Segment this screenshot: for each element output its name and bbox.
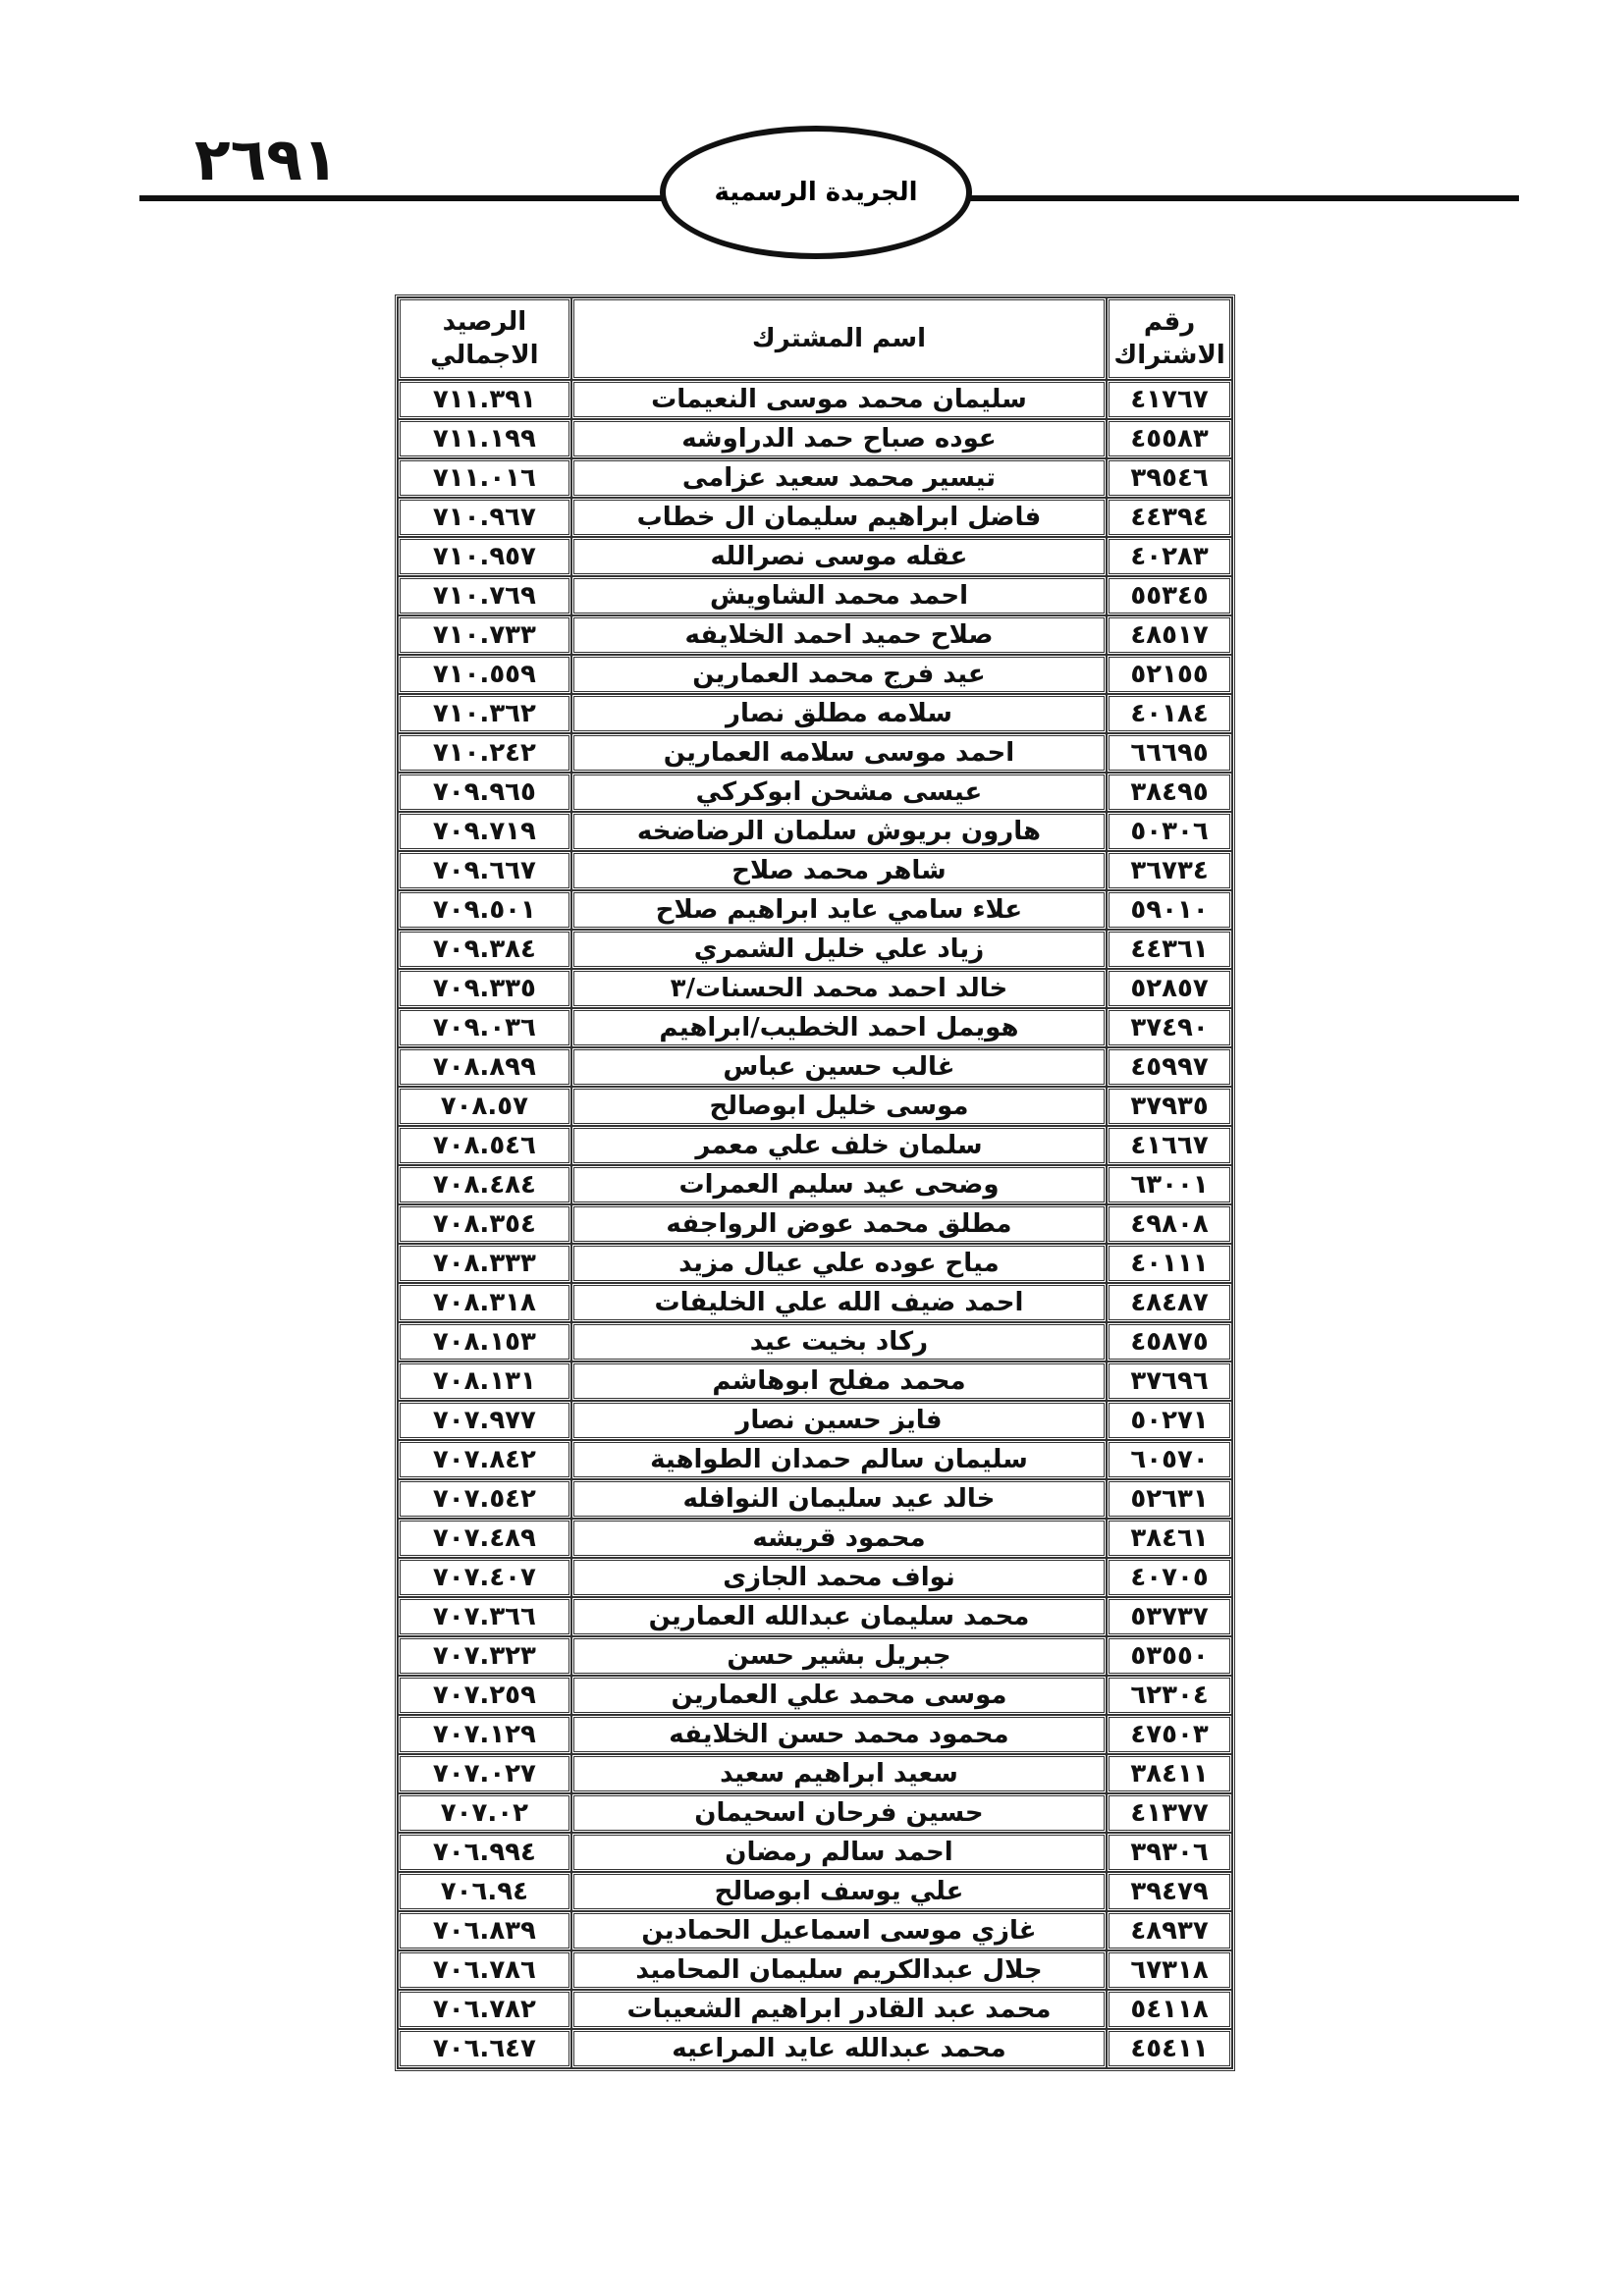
table-row bbox=[398, 1793, 1232, 1833]
publication-title: الجريدة الرسمية bbox=[714, 178, 918, 207]
table-row bbox=[398, 1204, 1232, 1244]
subscriber-id: ٣٨٤٩٥ bbox=[1107, 773, 1232, 812]
subscriber-name: مطلق محمد عوض الرواجفه bbox=[571, 1204, 1107, 1244]
table-row bbox=[398, 1283, 1232, 1322]
total-balance: ٧١٠.٧٣٣ bbox=[398, 615, 571, 655]
subscriber-name: تيسير محمد سعيد عزامى bbox=[571, 458, 1107, 498]
subscriber-name: محمد مفلح ابوهاشم bbox=[571, 1362, 1107, 1401]
subscriber-name: عوده صباح حمد الدراوشه bbox=[571, 419, 1107, 458]
subscriber-id: ٤٥٤١١ bbox=[1107, 2029, 1232, 2068]
subscriber-id: ٤٠٧٠٥ bbox=[1107, 1558, 1232, 1597]
subscriber-id: ٤٨٤٨٧ bbox=[1107, 1283, 1232, 1322]
subscriber-name: احمد محمد الشاويش bbox=[571, 576, 1107, 615]
subscriber-id: ٦٢٣٠٤ bbox=[1107, 1676, 1232, 1715]
total-balance: ٧٠٨.٣٣٣ bbox=[398, 1244, 571, 1283]
table-row bbox=[398, 1479, 1232, 1519]
table-row bbox=[398, 1636, 1232, 1676]
subscriber-id: ٥٤١١٨ bbox=[1107, 1990, 1232, 2029]
table-row bbox=[398, 1126, 1232, 1165]
table-row bbox=[398, 380, 1232, 419]
table-row bbox=[398, 1322, 1232, 1362]
subscriber-id: ٦٧٣١٨ bbox=[1107, 1950, 1232, 1990]
table-row bbox=[398, 1047, 1232, 1087]
table-row bbox=[398, 458, 1232, 498]
subscriber-id: ٥٠٣٠٦ bbox=[1107, 812, 1232, 851]
table-row bbox=[398, 1950, 1232, 1990]
table-row bbox=[398, 1008, 1232, 1047]
subscriber-id: ٣٧٤٩٠ bbox=[1107, 1008, 1232, 1047]
subscriber-name: زياد علي خليل الشمري bbox=[571, 930, 1107, 969]
subscriber-id: ٣٦٧٣٤ bbox=[1107, 851, 1232, 890]
table-row bbox=[398, 890, 1232, 930]
total-balance: ٧٠٧.٠٢ bbox=[398, 1793, 571, 1833]
subscriber-id: ٤٥٥٨٣ bbox=[1107, 419, 1232, 458]
total-balance: ٧٠٩.٣٨٤ bbox=[398, 930, 571, 969]
table-row bbox=[398, 576, 1232, 615]
total-balance: ٧٠٨.٣١٨ bbox=[398, 1283, 571, 1322]
subscriber-name: موسى خليل ابوصالح bbox=[571, 1087, 1107, 1126]
subscriber-id: ٤٨٩٣٧ bbox=[1107, 1911, 1232, 1950]
total-balance: ٧٠٧.٣٢٣ bbox=[398, 1636, 571, 1676]
column-header-id: رقم الاشتراك bbox=[1107, 297, 1232, 380]
total-balance: ٧٠٦.٩٩٤ bbox=[398, 1833, 571, 1872]
total-balance: ٧٠٨.٥٧ bbox=[398, 1087, 571, 1126]
total-balance: ٧١٠.٥٥٩ bbox=[398, 655, 571, 694]
subscriber-name: شاهر محمد صلاح bbox=[571, 851, 1107, 890]
subscriber-id: ٤٩٨٠٨ bbox=[1107, 1204, 1232, 1244]
total-balance: ٧٠٦.٨٣٩ bbox=[398, 1911, 571, 1950]
subscriber-id: ٥٢١٥٥ bbox=[1107, 655, 1232, 694]
total-balance: ٧٠٩.٥٠١ bbox=[398, 890, 571, 930]
subscribers-table bbox=[395, 294, 1235, 2071]
total-balance: ٧٠٨.٨٩٩ bbox=[398, 1047, 571, 1087]
table-row bbox=[398, 1676, 1232, 1715]
total-balance: ٧٠٧.٢٥٩ bbox=[398, 1676, 571, 1715]
table-row bbox=[398, 1440, 1232, 1479]
table-row bbox=[398, 1872, 1232, 1911]
subscriber-name: سليمان سالم حمدان الطواهية bbox=[571, 1440, 1107, 1479]
subscriber-name: موسى محمد علي العمارين bbox=[571, 1676, 1107, 1715]
page-number: ٢٦٩١ bbox=[194, 126, 339, 194]
subscriber-id: ٣٧٦٩٦ bbox=[1107, 1362, 1232, 1401]
publication-badge bbox=[660, 126, 972, 259]
subscriber-name: هارون بريوش سلمان الرضاضخه bbox=[571, 812, 1107, 851]
subscriber-name: احمد موسى سلامه العمارين bbox=[571, 733, 1107, 773]
total-balance: ٧٠٨.٥٤٦ bbox=[398, 1126, 571, 1165]
subscriber-id: ٥٢٨٥٧ bbox=[1107, 969, 1232, 1008]
total-balance: ٧٠٧.٠٢٧ bbox=[398, 1754, 571, 1793]
subscriber-id: ٤٥٨٧٥ bbox=[1107, 1322, 1232, 1362]
table-row bbox=[398, 537, 1232, 576]
total-balance: ٧٠٧.٨٤٢ bbox=[398, 1440, 571, 1479]
table-row bbox=[398, 812, 1232, 851]
subscriber-id: ٤١٦٦٧ bbox=[1107, 1126, 1232, 1165]
subscriber-name: صلاح حميد احمد الخلايفه bbox=[571, 615, 1107, 655]
table-row bbox=[398, 733, 1232, 773]
subscriber-id: ٤٤٣٩٤ bbox=[1107, 498, 1232, 537]
table-row bbox=[398, 1558, 1232, 1597]
table-row bbox=[398, 1911, 1232, 1950]
subscriber-name: فاضل ابراهيم سليمان ال خطاب bbox=[571, 498, 1107, 537]
subscriber-id: ٤٠٢٨٣ bbox=[1107, 537, 1232, 576]
total-balance: ٧٠٧.٤٨٩ bbox=[398, 1519, 571, 1558]
table-row bbox=[398, 969, 1232, 1008]
subscriber-id: ٣٧٩٣٥ bbox=[1107, 1087, 1232, 1126]
subscriber-name: جلال عبدالكريم سليمان المحاميد bbox=[571, 1950, 1107, 1990]
subscriber-name: محمود محمد حسن الخلايفه bbox=[571, 1715, 1107, 1754]
table-header-row bbox=[398, 297, 1232, 380]
column-header-name: اسم المشترك bbox=[571, 297, 1107, 380]
subscriber-name: سلمان خلف علي معمر bbox=[571, 1126, 1107, 1165]
subscriber-id: ٦٦٦٩٥ bbox=[1107, 733, 1232, 773]
subscriber-id: ٥٣٥٥٠ bbox=[1107, 1636, 1232, 1676]
subscriber-name: محمود قريشه bbox=[571, 1519, 1107, 1558]
subscriber-name: خالد عيد سليمان النوافله bbox=[571, 1479, 1107, 1519]
total-balance: ٧٠٧.٤٠٧ bbox=[398, 1558, 571, 1597]
table-row bbox=[398, 2029, 1232, 2068]
table-row bbox=[398, 1362, 1232, 1401]
subscriber-id: ٥٩٠١٠ bbox=[1107, 890, 1232, 930]
table-row bbox=[398, 1754, 1232, 1793]
subscriber-id: ٥٥٣٤٥ bbox=[1107, 576, 1232, 615]
subscriber-id: ٥٠٢٧١ bbox=[1107, 1401, 1232, 1440]
subscriber-name: سعيد ابراهيم سعيد bbox=[571, 1754, 1107, 1793]
subscriber-name: عيد فرج محمد العمارين bbox=[571, 655, 1107, 694]
subscriber-name: غالب حسين عباس bbox=[571, 1047, 1107, 1087]
total-balance: ٧٠٦.٧٨٦ bbox=[398, 1950, 571, 1990]
subscriber-name: علي يوسف ابوصالح bbox=[571, 1872, 1107, 1911]
total-balance: ٧١١.٣٩١ bbox=[398, 380, 571, 419]
table-row bbox=[398, 1833, 1232, 1872]
total-balance: ٧١٠.٢٤٢ bbox=[398, 733, 571, 773]
table-row bbox=[398, 1401, 1232, 1440]
table-row bbox=[398, 1597, 1232, 1636]
table-row bbox=[398, 773, 1232, 812]
subscriber-name: علاء سامي عايد ابراهيم صلاح bbox=[571, 890, 1107, 930]
subscriber-id: ٣٨٤١١ bbox=[1107, 1754, 1232, 1793]
subscriber-id: ٤١٧٦٧ bbox=[1107, 380, 1232, 419]
total-balance: ٧٠٨.٣٥٤ bbox=[398, 1204, 571, 1244]
subscriber-id: ٤٠١١١ bbox=[1107, 1244, 1232, 1283]
subscriber-name: خالد احمد محمد الحسنات/٣ bbox=[571, 969, 1107, 1008]
total-balance: ٧٠٩.٩٦٥ bbox=[398, 773, 571, 812]
subscriber-name: مياح عوده علي عيال مزيد bbox=[571, 1244, 1107, 1283]
subscriber-id: ٤٧٥٠٣ bbox=[1107, 1715, 1232, 1754]
subscriber-id: ٥٣٧٣٧ bbox=[1107, 1597, 1232, 1636]
subscriber-id: ٤٠١٨٤ bbox=[1107, 694, 1232, 733]
total-balance: ٧٠٧.٩٧٧ bbox=[398, 1401, 571, 1440]
subscriber-id: ٦٣٠٠١ bbox=[1107, 1165, 1232, 1204]
total-balance: ٧٠٦.٧٨٢ bbox=[398, 1990, 571, 2029]
total-balance: ٧١١.٠١٦ bbox=[398, 458, 571, 498]
table-row bbox=[398, 1165, 1232, 1204]
subscriber-id: ٤٤٣٦١ bbox=[1107, 930, 1232, 969]
subscriber-name: سليمان محمد موسى النعيمات bbox=[571, 380, 1107, 419]
table-row bbox=[398, 851, 1232, 890]
subscriber-id: ٥٢٦٣١ bbox=[1107, 1479, 1232, 1519]
subscriber-id: ٤١٣٧٧ bbox=[1107, 1793, 1232, 1833]
table-row bbox=[398, 1715, 1232, 1754]
total-balance: ٧١٠.٧٦٩ bbox=[398, 576, 571, 615]
table-row bbox=[398, 498, 1232, 537]
subscriber-name: غازي موسى اسماعيل الحمادين bbox=[571, 1911, 1107, 1950]
table-row bbox=[398, 615, 1232, 655]
subscriber-id: ٣٩٣٠٦ bbox=[1107, 1833, 1232, 1872]
table-row bbox=[398, 655, 1232, 694]
subscriber-name: عقله موسى نصرالله bbox=[571, 537, 1107, 576]
table-row bbox=[398, 1087, 1232, 1126]
subscriber-id: ٤٥٩٩٧ bbox=[1107, 1047, 1232, 1087]
total-balance: ٧٠٩.٦٦٧ bbox=[398, 851, 571, 890]
table-row bbox=[398, 1519, 1232, 1558]
total-balance: ٧١٠.٩٥٧ bbox=[398, 537, 571, 576]
subscriber-name: احمد سالم رمضان bbox=[571, 1833, 1107, 1872]
table-row bbox=[398, 694, 1232, 733]
total-balance: ٧٠٧.٣٦٦ bbox=[398, 1597, 571, 1636]
total-balance: ٧٠٨.١٣١ bbox=[398, 1362, 571, 1401]
total-balance: ٧٠٦.٦٤٧ bbox=[398, 2029, 571, 2068]
subscriber-name: هويمل احمد الخطيب/ابراهيم bbox=[571, 1008, 1107, 1047]
subscriber-name: حسين فرحان اسحيمان bbox=[571, 1793, 1107, 1833]
table-row bbox=[398, 1990, 1232, 2029]
subscriber-name: احمد ضيف الله علي الخليفات bbox=[571, 1283, 1107, 1322]
total-balance: ٧٠٦.٩٤ bbox=[398, 1872, 571, 1911]
subscriber-name: محمد سليمان عبدالله العمارين bbox=[571, 1597, 1107, 1636]
total-balance: ٧٠٧.١٢٩ bbox=[398, 1715, 571, 1754]
column-header-balance: الرصيد الاجمالي bbox=[398, 297, 571, 380]
subscriber-name: فايز حسين نصار bbox=[571, 1401, 1107, 1440]
table-row bbox=[398, 930, 1232, 969]
total-balance: ٧٠٩.٣٣٥ bbox=[398, 969, 571, 1008]
subscriber-name: سلامه مطلق نصار bbox=[571, 694, 1107, 733]
total-balance: ٧١٠.٣٦٢ bbox=[398, 694, 571, 733]
subscriber-name: محمد عبد القادر ابراهيم الشعيبات bbox=[571, 1990, 1107, 2029]
total-balance: ٧٠٨.١٥٣ bbox=[398, 1322, 571, 1362]
table-row bbox=[398, 419, 1232, 458]
total-balance: ٧١٠.٩٦٧ bbox=[398, 498, 571, 537]
subscriber-id: ٣٩٥٤٦ bbox=[1107, 458, 1232, 498]
subscriber-name: جبريل بشير حسن bbox=[571, 1636, 1107, 1676]
total-balance: ٧٠٩.٠٣٦ bbox=[398, 1008, 571, 1047]
table-row bbox=[398, 1244, 1232, 1283]
total-balance: ٧٠٩.٧١٩ bbox=[398, 812, 571, 851]
total-balance: ٧٠٧.٥٤٢ bbox=[398, 1479, 571, 1519]
subscriber-name: ركاد بخيت عيد bbox=[571, 1322, 1107, 1362]
subscriber-name: نواف محمد الجازى bbox=[571, 1558, 1107, 1597]
subscriber-id: ٣٨٤٦١ bbox=[1107, 1519, 1232, 1558]
subscriber-name: عيسى مشحن ابوكركي bbox=[571, 773, 1107, 812]
total-balance: ٧٠٨.٤٨٤ bbox=[398, 1165, 571, 1204]
subscriber-name: محمد عبدالله عايد المراعيه bbox=[571, 2029, 1107, 2068]
subscriber-id: ٣٩٤٧٩ bbox=[1107, 1872, 1232, 1911]
subscriber-name: وضحى عيد سليم العمرات bbox=[571, 1165, 1107, 1204]
subscriber-id: ٤٨٥١٧ bbox=[1107, 615, 1232, 655]
total-balance: ٧١١.١٩٩ bbox=[398, 419, 571, 458]
subscriber-id: ٦٠٥٧٠ bbox=[1107, 1440, 1232, 1479]
